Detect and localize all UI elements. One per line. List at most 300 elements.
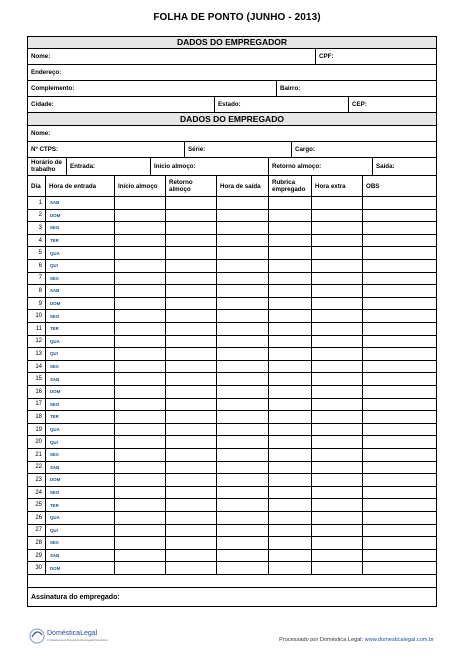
entry-cell[interactable] (45, 247, 114, 259)
obs-cell[interactable] (362, 222, 436, 234)
exit-cell[interactable] (216, 336, 268, 348)
overtime-cell[interactable] (311, 260, 362, 272)
exit-cell[interactable] (216, 298, 268, 310)
lunch-start-cell[interactable] (114, 399, 165, 411)
entry-cell[interactable] (45, 499, 114, 511)
weekday-label: SEG (50, 225, 60, 231)
overtime-cell[interactable] (311, 222, 362, 234)
lunch-return-cell[interactable] (165, 399, 216, 411)
obs-cell[interactable] (362, 424, 436, 436)
obs-cell[interactable] (362, 537, 436, 549)
exit-cell[interactable] (216, 373, 268, 385)
overtime-cell[interactable] (311, 323, 362, 335)
overtime-cell[interactable] (311, 210, 362, 222)
entry-cell[interactable] (45, 336, 114, 348)
exit-cell[interactable] (216, 361, 268, 373)
table-row (28, 310, 436, 323)
lunch-return-cell[interactable] (165, 499, 216, 511)
employer-district-field[interactable] (276, 81, 436, 96)
lunch-return-cell[interactable] (165, 323, 216, 335)
day-number: 13 (35, 350, 42, 357)
exit-cell[interactable] (216, 550, 268, 562)
entry-cell[interactable] (45, 361, 114, 373)
col-header-day: Dia (31, 182, 41, 190)
day-number: 8 (38, 287, 42, 294)
column-divider (362, 197, 363, 575)
overtime-cell[interactable] (311, 273, 362, 285)
lunch-return-cell[interactable] (165, 436, 216, 448)
weekday-label: QUA (50, 515, 60, 521)
table-row (28, 323, 436, 336)
lunch-return-cell[interactable] (165, 197, 216, 209)
signature-cell[interactable] (268, 411, 311, 423)
lunch-return-cell[interactable] (165, 550, 216, 562)
exit-cell[interactable] (216, 424, 268, 436)
exit-cell[interactable] (216, 436, 268, 448)
signature-cell[interactable] (268, 336, 311, 348)
employee-name-field[interactable] (28, 126, 436, 141)
lunch-return-cell[interactable] (165, 424, 216, 436)
exit-cell[interactable] (216, 210, 268, 222)
entry-cell[interactable] (45, 285, 114, 297)
lunch-start-cell[interactable] (114, 298, 165, 310)
overtime-cell[interactable] (311, 424, 362, 436)
logo-subtext: O Departamento Pessoal do Empregador Doméstico (47, 639, 108, 642)
lunch-return-cell[interactable] (165, 260, 216, 272)
exit-cell[interactable] (216, 499, 268, 511)
lunch-return-cell[interactable] (165, 373, 216, 385)
overtime-cell[interactable] (311, 487, 362, 499)
day-number: 22 (35, 464, 42, 471)
lunch-return-cell[interactable] (165, 285, 216, 297)
lunch-return-cell[interactable] (165, 273, 216, 285)
exit-cell[interactable] (216, 525, 268, 537)
employee-serie-label: Série: (188, 146, 206, 153)
weekday-label: TER (50, 414, 59, 420)
weekday-label: SEG (50, 313, 60, 319)
exit-cell[interactable] (216, 462, 268, 474)
schedule-entry-label: Entrada: (70, 163, 96, 170)
lunch-return-cell[interactable] (165, 235, 216, 247)
obs-cell[interactable] (362, 562, 436, 574)
obs-cell[interactable] (362, 336, 436, 348)
day-number: 9 (38, 300, 42, 307)
employer-state-field[interactable] (214, 97, 348, 112)
lunch-start-cell[interactable] (114, 512, 165, 524)
signature-cell[interactable] (268, 499, 311, 511)
exit-cell[interactable] (216, 197, 268, 209)
overtime-cell[interactable] (311, 436, 362, 448)
weekday-label: QUI (50, 527, 58, 533)
entry-cell[interactable] (45, 373, 114, 385)
lunch-start-cell[interactable] (114, 499, 165, 511)
overtime-cell[interactable] (311, 550, 362, 562)
column-divider (45, 197, 46, 575)
lunch-return-cell[interactable] (165, 310, 216, 322)
obs-cell[interactable] (362, 525, 436, 537)
obs-cell[interactable] (362, 298, 436, 310)
exit-cell[interactable] (216, 247, 268, 259)
overtime-cell[interactable] (311, 235, 362, 247)
signature-cell[interactable] (268, 525, 311, 537)
weekday-label: DOM (50, 477, 61, 483)
table-row (28, 222, 436, 235)
lunch-return-cell[interactable] (165, 247, 216, 259)
obs-cell[interactable] (362, 487, 436, 499)
day-number: 20 (35, 439, 42, 446)
overtime-cell[interactable] (311, 285, 362, 297)
entry-cell[interactable] (45, 222, 114, 234)
lunch-start-cell[interactable] (114, 373, 165, 385)
entry-cell[interactable] (45, 436, 114, 448)
exit-cell[interactable] (216, 386, 268, 398)
exit-cell[interactable] (216, 512, 268, 524)
entry-cell[interactable] (45, 323, 114, 335)
lunch-start-cell[interactable] (114, 247, 165, 259)
signature-cell[interactable] (268, 197, 311, 209)
overtime-cell[interactable] (311, 512, 362, 524)
exit-cell[interactable] (216, 348, 268, 360)
weekday-label: SAB (50, 288, 60, 294)
weekday-label: DOM (50, 565, 61, 571)
obs-cell[interactable] (362, 285, 436, 297)
exit-cell[interactable] (216, 474, 268, 486)
lunch-return-cell[interactable] (165, 512, 216, 524)
entry-cell[interactable] (45, 210, 114, 222)
employer-cep-label: CEP: (352, 101, 367, 108)
column-divider (311, 197, 312, 575)
exit-cell[interactable] (216, 310, 268, 322)
lunch-return-cell[interactable] (165, 462, 216, 474)
day-number: 5 (38, 250, 42, 257)
lunch-return-cell[interactable] (165, 336, 216, 348)
signature-cell[interactable] (268, 424, 311, 436)
lunch-return-cell[interactable] (165, 411, 216, 423)
signature-cell[interactable] (268, 361, 311, 373)
entry-cell[interactable] (45, 310, 114, 322)
exit-cell[interactable] (216, 411, 268, 423)
overtime-cell[interactable] (311, 361, 362, 373)
signature-cell[interactable] (268, 399, 311, 411)
overtime-cell[interactable] (311, 474, 362, 486)
lunch-start-cell[interactable] (114, 222, 165, 234)
overtime-cell[interactable] (311, 336, 362, 348)
day-number: 15 (35, 376, 42, 383)
employee-cargo-label: Cargo: (295, 146, 315, 153)
overtime-cell[interactable] (311, 537, 362, 549)
signature-cell[interactable] (268, 260, 311, 272)
lunch-start-cell[interactable] (114, 525, 165, 537)
weekday-label: SEX (50, 452, 59, 458)
entry-cell[interactable] (45, 348, 114, 360)
lunch-start-cell[interactable] (114, 210, 165, 222)
obs-cell[interactable] (362, 210, 436, 222)
signature-cell[interactable] (268, 273, 311, 285)
obs-cell[interactable] (362, 373, 436, 385)
obs-cell[interactable] (362, 512, 436, 524)
lunch-start-cell[interactable] (114, 260, 165, 272)
obs-cell[interactable] (362, 247, 436, 259)
signature-cell[interactable] (268, 512, 311, 524)
obs-cell[interactable] (362, 499, 436, 511)
employee-signature-field[interactable] (28, 588, 436, 607)
lunch-return-cell[interactable] (165, 348, 216, 360)
employer-city-label: Cidade: (31, 101, 54, 108)
overtime-cell[interactable] (311, 499, 362, 511)
column-divider (114, 197, 115, 575)
employee-schedule-row (28, 158, 436, 176)
signature-cell[interactable] (268, 310, 311, 322)
logo-text: DomésticaLegal (47, 630, 98, 637)
exit-cell[interactable] (216, 562, 268, 574)
entry-cell[interactable] (45, 273, 114, 285)
lunch-start-cell[interactable] (114, 474, 165, 486)
lunch-start-cell[interactable] (114, 537, 165, 549)
employer-complement-label: Complemento: (31, 85, 75, 92)
signature-cell[interactable] (268, 298, 311, 310)
lunch-return-cell[interactable] (165, 537, 216, 549)
weekday-label: SEG (50, 490, 60, 496)
overtime-cell[interactable] (311, 373, 362, 385)
lunch-return-cell[interactable] (165, 298, 216, 310)
overtime-cell[interactable] (311, 247, 362, 259)
obs-cell[interactable] (362, 323, 436, 335)
employee-name-label: Nome: (31, 130, 51, 137)
exit-cell[interactable] (216, 449, 268, 461)
entry-cell[interactable] (45, 562, 114, 574)
entry-cell[interactable] (45, 298, 114, 310)
entry-cell[interactable] (45, 235, 114, 247)
exit-cell[interactable] (216, 222, 268, 234)
signature-cell[interactable] (268, 487, 311, 499)
lunch-return-cell[interactable] (165, 562, 216, 574)
day-number: 17 (35, 401, 42, 408)
employer-cep-field[interactable] (348, 97, 436, 112)
employee-cargo-field[interactable] (291, 142, 436, 157)
lunch-start-cell[interactable] (114, 285, 165, 297)
employee-ctps-row (28, 142, 436, 158)
overtime-cell[interactable] (311, 298, 362, 310)
obs-cell[interactable] (362, 273, 436, 285)
signature-cell[interactable] (268, 436, 311, 448)
entry-cell[interactable] (45, 512, 114, 524)
entry-cell[interactable] (45, 537, 114, 549)
lunch-return-cell[interactable] (165, 210, 216, 222)
weekday-label: TER (50, 326, 59, 332)
weekday-label: DOM (50, 212, 61, 218)
exit-cell[interactable] (216, 487, 268, 499)
exit-cell[interactable] (216, 537, 268, 549)
entry-cell[interactable] (45, 399, 114, 411)
table-row (28, 562, 436, 575)
entry-cell[interactable] (45, 487, 114, 499)
overtime-cell[interactable] (311, 562, 362, 574)
day-number: 21 (35, 451, 42, 458)
lunch-start-cell[interactable] (114, 562, 165, 574)
signature-cell[interactable] (268, 373, 311, 385)
overtime-cell[interactable] (311, 525, 362, 537)
lunch-start-cell[interactable] (114, 424, 165, 436)
overtime-cell[interactable] (311, 386, 362, 398)
lunch-start-cell[interactable] (114, 550, 165, 562)
lunch-return-cell[interactable] (165, 474, 216, 486)
obs-cell[interactable] (362, 474, 436, 486)
day-number: 29 (35, 552, 42, 559)
obs-cell[interactable] (362, 449, 436, 461)
entry-cell[interactable] (45, 550, 114, 562)
schedule-lunch-return-field[interactable] (268, 158, 372, 175)
exit-cell[interactable] (216, 399, 268, 411)
col-header-overtime: Hora extra (311, 176, 362, 196)
overtime-cell[interactable] (311, 411, 362, 423)
obs-cell[interactable] (362, 348, 436, 360)
employer-address-field[interactable] (28, 65, 436, 80)
lunch-start-cell[interactable] (114, 411, 165, 423)
schedule-lunch-start-label: Início almoço: (154, 163, 196, 170)
obs-cell[interactable] (362, 462, 436, 474)
entry-cell[interactable] (45, 386, 114, 398)
obs-cell[interactable] (362, 386, 436, 398)
day-number: 23 (35, 476, 42, 483)
lunch-start-cell[interactable] (114, 436, 165, 448)
table-row (28, 436, 436, 449)
day-number: 10 (35, 313, 42, 320)
employee-serie-field[interactable] (184, 142, 291, 157)
website-link[interactable]: www.domesticalegal.com.br (364, 637, 434, 643)
entry-cell[interactable] (45, 525, 114, 537)
lunch-start-cell[interactable] (114, 235, 165, 247)
obs-cell[interactable] (362, 411, 436, 423)
lunch-return-cell[interactable] (165, 361, 216, 373)
schedule-lunch-start-field[interactable] (150, 158, 268, 175)
signature-cell[interactable] (268, 222, 311, 234)
lunch-return-cell[interactable] (165, 449, 216, 461)
lunch-start-cell[interactable] (114, 336, 165, 348)
signature-cell[interactable] (268, 235, 311, 247)
lunch-return-cell[interactable] (165, 386, 216, 398)
entry-cell[interactable] (45, 462, 114, 474)
employer-state-label: Estado: (218, 101, 241, 108)
obs-cell[interactable] (362, 361, 436, 373)
obs-cell[interactable] (362, 310, 436, 322)
employee-section-heading: DADOS DO EMPREGADO (28, 113, 436, 126)
overtime-cell[interactable] (311, 310, 362, 322)
signature-cell[interactable] (268, 247, 311, 259)
table-row (28, 512, 436, 525)
signature-cell[interactable] (268, 348, 311, 360)
signature-cell[interactable] (268, 210, 311, 222)
table-row (28, 197, 436, 210)
exit-cell[interactable] (216, 235, 268, 247)
employer-city-field[interactable] (28, 97, 214, 112)
entry-cell[interactable] (45, 424, 114, 436)
obs-cell[interactable] (362, 550, 436, 562)
exit-cell[interactable] (216, 285, 268, 297)
employer-cpf-field[interactable] (315, 49, 436, 64)
obs-cell[interactable] (362, 436, 436, 448)
lunch-start-cell[interactable] (114, 348, 165, 360)
signature-cell[interactable] (268, 285, 311, 297)
obs-cell[interactable] (362, 197, 436, 209)
lunch-return-cell[interactable] (165, 487, 216, 499)
signature-cell[interactable] (268, 462, 311, 474)
entry-cell[interactable] (45, 411, 114, 423)
exit-cell[interactable] (216, 323, 268, 335)
table-row (28, 411, 436, 424)
lunch-start-cell[interactable] (114, 361, 165, 373)
signature-cell[interactable] (268, 449, 311, 461)
lunch-start-cell[interactable] (114, 273, 165, 285)
overtime-cell[interactable] (311, 462, 362, 474)
weekday-label: TER (50, 238, 59, 244)
lunch-start-cell[interactable] (114, 487, 165, 499)
table-row (28, 247, 436, 260)
schedule-exit-field[interactable] (372, 158, 436, 175)
weekday-label: SEX (50, 275, 59, 281)
signature-cell[interactable] (268, 386, 311, 398)
signature-cell[interactable] (268, 474, 311, 486)
lunch-start-cell[interactable] (114, 197, 165, 209)
weekday-label: SAB (50, 553, 60, 559)
overtime-cell[interactable] (311, 449, 362, 461)
lunch-return-cell[interactable] (165, 525, 216, 537)
weekday-label: DOM (50, 389, 61, 395)
exit-cell[interactable] (216, 260, 268, 272)
weekday-label: SEX (50, 364, 59, 370)
domestica-legal-logo (27, 622, 137, 650)
employer-name-field[interactable] (28, 49, 315, 64)
employer-cpf-label: CPF: (319, 53, 334, 60)
lunch-start-cell[interactable] (114, 386, 165, 398)
employee-signature-label: Assinatura do empregado: (31, 594, 120, 601)
exit-cell[interactable] (216, 273, 268, 285)
day-number: 14 (35, 363, 42, 370)
obs-cell[interactable] (362, 260, 436, 272)
day-number: 1 (38, 199, 42, 206)
lunch-start-cell[interactable] (114, 323, 165, 335)
overtime-cell[interactable] (311, 197, 362, 209)
lunch-start-cell[interactable] (114, 449, 165, 461)
table-row (28, 487, 436, 500)
col-header-obs: OBS (362, 176, 436, 196)
employer-address-label: Endereço: (31, 69, 62, 76)
lunch-start-cell[interactable] (114, 310, 165, 322)
entry-cell[interactable] (45, 197, 114, 209)
overtime-cell[interactable] (311, 348, 362, 360)
entry-cell[interactable] (45, 260, 114, 272)
signature-cell[interactable] (268, 562, 311, 574)
obs-cell[interactable] (362, 235, 436, 247)
signature-cell[interactable] (268, 537, 311, 549)
weekday-label: SEG (50, 401, 60, 407)
overtime-cell[interactable] (311, 399, 362, 411)
signature-cell[interactable] (268, 550, 311, 562)
employee-ctps-field[interactable] (28, 142, 184, 157)
entry-cell[interactable] (45, 449, 114, 461)
lunch-start-cell[interactable] (114, 462, 165, 474)
col-header-lunch-return: Retorno almoço (165, 176, 216, 196)
lunch-return-cell[interactable] (165, 222, 216, 234)
table-row (28, 235, 436, 248)
col-header-signature: Rubrica empregado (268, 176, 311, 196)
col-header-entry: Hora de entrada (45, 176, 114, 196)
signature-cell[interactable] (268, 323, 311, 335)
obs-cell[interactable] (362, 399, 436, 411)
entry-cell[interactable] (45, 474, 114, 486)
employer-complement-field[interactable] (28, 81, 276, 96)
schedule-entry-field[interactable] (66, 158, 150, 175)
employee-ctps-label: Nº CTPS: (31, 146, 59, 153)
